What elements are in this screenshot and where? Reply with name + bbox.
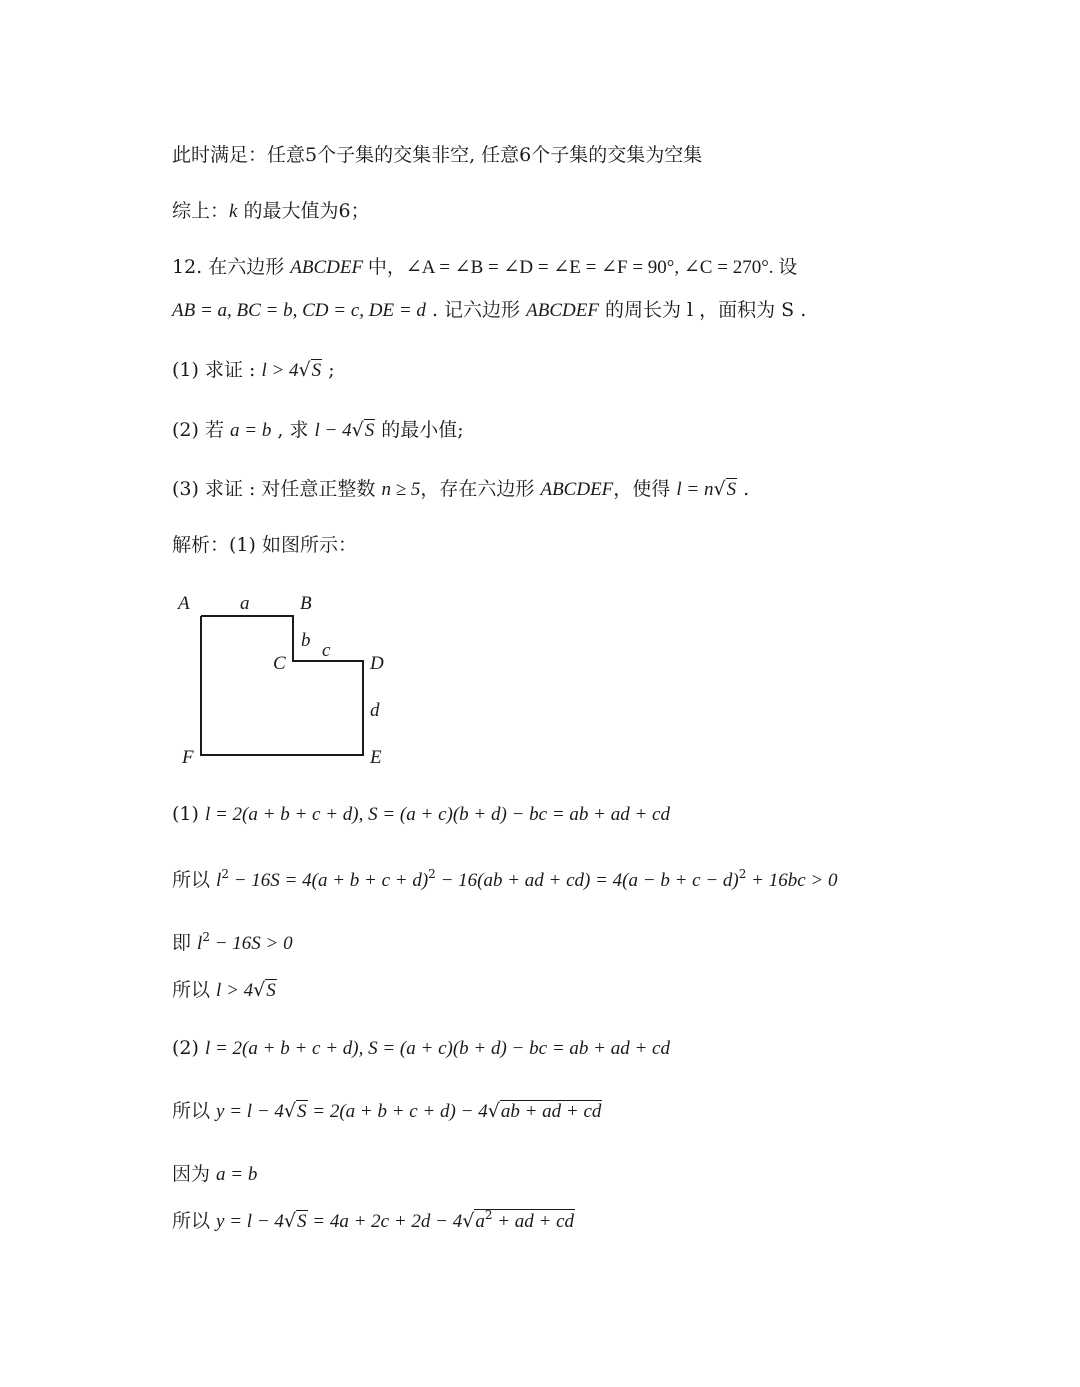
s6-formula: y = l − 4 (216, 1101, 284, 1122)
exponent: 2 (738, 867, 747, 881)
text-line-2 (172, 198, 370, 225)
label-vertex-a: A (178, 593, 190, 614)
radicand: S (726, 479, 737, 500)
s6-prefix: 所以 (172, 1100, 217, 1122)
label-side-a: a (240, 593, 250, 614)
question-1 (172, 357, 335, 384)
side-definitions: AB = a, BC = b, CD = c, DE = d (172, 300, 426, 321)
s4-prefix: 所以 (172, 979, 217, 1001)
s2-part-d: + 16bc > 0 (746, 870, 838, 891)
problem-number: 12. 在六边形 (172, 256, 291, 278)
solution-line-7 (172, 1161, 257, 1188)
radicand: S (364, 420, 375, 441)
s2-part-c: − 16(ab + ad + cd) = 4(a − b + c − d) (435, 870, 739, 891)
s5-prefix: (2) (172, 1037, 205, 1059)
radicand: S (297, 1101, 307, 1122)
exponent: 2 (428, 867, 436, 881)
q1-prefix: (1) 求证 : (172, 359, 262, 381)
s2-part-b: − 16S = 4(a + b + c + d) (228, 870, 429, 891)
label-side-b: b (301, 630, 311, 651)
q2-prefix: (2) 若 (172, 419, 230, 441)
var-k: k (229, 201, 238, 222)
label-vertex-c: C (273, 653, 286, 674)
q2-condition: a = b (230, 420, 272, 441)
sqrt-expr: $√a^2$ + ad + cd (462, 1208, 575, 1232)
q2-mid: , 求 (271, 419, 315, 441)
solution-line-5 (172, 1035, 670, 1062)
q3-mid: ，存在六边形 (420, 478, 541, 500)
angle-conditions: 中，∠A = ∠B = ∠D = ∠E = ∠F = 90°, ∠C = 270°. 设 (363, 257, 798, 278)
sqrt-expr: √ab + ad + cd (487, 1100, 602, 1122)
problem-12-line-2 (172, 297, 806, 324)
label-side-d: d (370, 700, 380, 721)
sqrt-s: √S (283, 1100, 307, 1122)
s1-prefix: (1) (172, 803, 205, 825)
problem-text-tail: 的周长为 l ，面积为 S . (598, 299, 807, 321)
question-3 (172, 476, 749, 503)
conclusion-suffix: 的最大值为6； (237, 200, 370, 222)
question-2 (172, 417, 464, 444)
sqrt-s: √S (283, 1210, 307, 1232)
sqrt-s: √S (253, 979, 276, 1001)
s4-formula: l > 4 (216, 980, 254, 1001)
q2-tail: 的最小值; (375, 419, 464, 441)
label-vertex-b: B (300, 593, 312, 614)
hexagon-diagram (170, 586, 410, 776)
solution-line-6 (172, 1098, 602, 1125)
problem-12-line-1 (172, 254, 797, 281)
radicand: S (266, 980, 276, 1001)
q3-expr: l = n (676, 479, 714, 500)
s7-prefix: 因为 (172, 1163, 217, 1185)
s1-formula: l = 2(a + b + c + d), S = (a + c)(b + d) − bc = ab + ad + cd (204, 804, 670, 825)
solution-line-8 (172, 1208, 575, 1235)
label-vertex-e: E (370, 747, 382, 768)
q1-expr: l > 4 (261, 360, 299, 381)
s3-l: l (197, 933, 203, 954)
hexagon-name: ABCDEF (540, 479, 614, 500)
text-line-1: 此时满足：任意5个子集的交集非空, 任意6个子集的交集为空集 (172, 144, 703, 166)
radicand: ab + ad + cd (500, 1101, 602, 1122)
q1-tail: ; (322, 359, 335, 381)
exponent: 2 (484, 1208, 493, 1222)
analysis-heading: 解析：(1) 如图所示： (172, 534, 357, 556)
q3-mid2: ，使得 (613, 478, 677, 500)
sqrt-s: √S (351, 419, 375, 441)
exponent: 2 (202, 930, 210, 944)
hexagon-outline (201, 616, 363, 755)
problem-text: . 记六边形 (425, 299, 527, 321)
radicand: S (311, 360, 322, 381)
q3-tail: . (737, 478, 750, 500)
label-side-c: c (322, 640, 331, 661)
conclusion-prefix: 综上： (172, 200, 230, 222)
s8-formula: y = l − 4 (216, 1211, 284, 1232)
solution-line-3 (172, 930, 293, 957)
sqrt-s: √S (713, 478, 737, 500)
s3-formula: − 16S > 0 (209, 933, 293, 954)
hexagon-name: ABCDEF (526, 300, 599, 321)
radicand-rest: + ad + cd (492, 1211, 575, 1232)
label-vertex-f: F (182, 747, 194, 768)
solution-line-4 (172, 977, 277, 1004)
q2-expr: l − 4 (314, 420, 352, 441)
sqrt-s: √S (298, 359, 322, 381)
exponent: 2 (221, 867, 229, 881)
s5-formula: l = 2(a + b + c + d), S = (a + c)(b + d) − bc = ab + ad + cd (204, 1038, 670, 1059)
radicand: S (297, 1211, 307, 1232)
s8-prefix: 所以 (172, 1210, 217, 1232)
label-vertex-d: D (370, 653, 384, 674)
s2-prefix: 所以 (172, 869, 217, 891)
solution-line-2 (172, 867, 837, 894)
radicand-a: a (475, 1211, 485, 1232)
s7-formula: a = b (216, 1164, 258, 1185)
s8-formula-2: = 4a + 2c + 2d − 4 (307, 1211, 463, 1232)
s6-formula-2: = 2(a + b + c + d) − 4 (307, 1101, 488, 1122)
q3-n: n ≥ 5 (381, 479, 421, 500)
hexagon-name: ABCDEF (290, 257, 364, 278)
q3-prefix: (3) 求证 : 对任意正整数 (172, 478, 382, 500)
solution-line-1 (172, 801, 670, 828)
s2-l: l (216, 870, 222, 891)
s3-prefix: 即 (172, 932, 198, 954)
